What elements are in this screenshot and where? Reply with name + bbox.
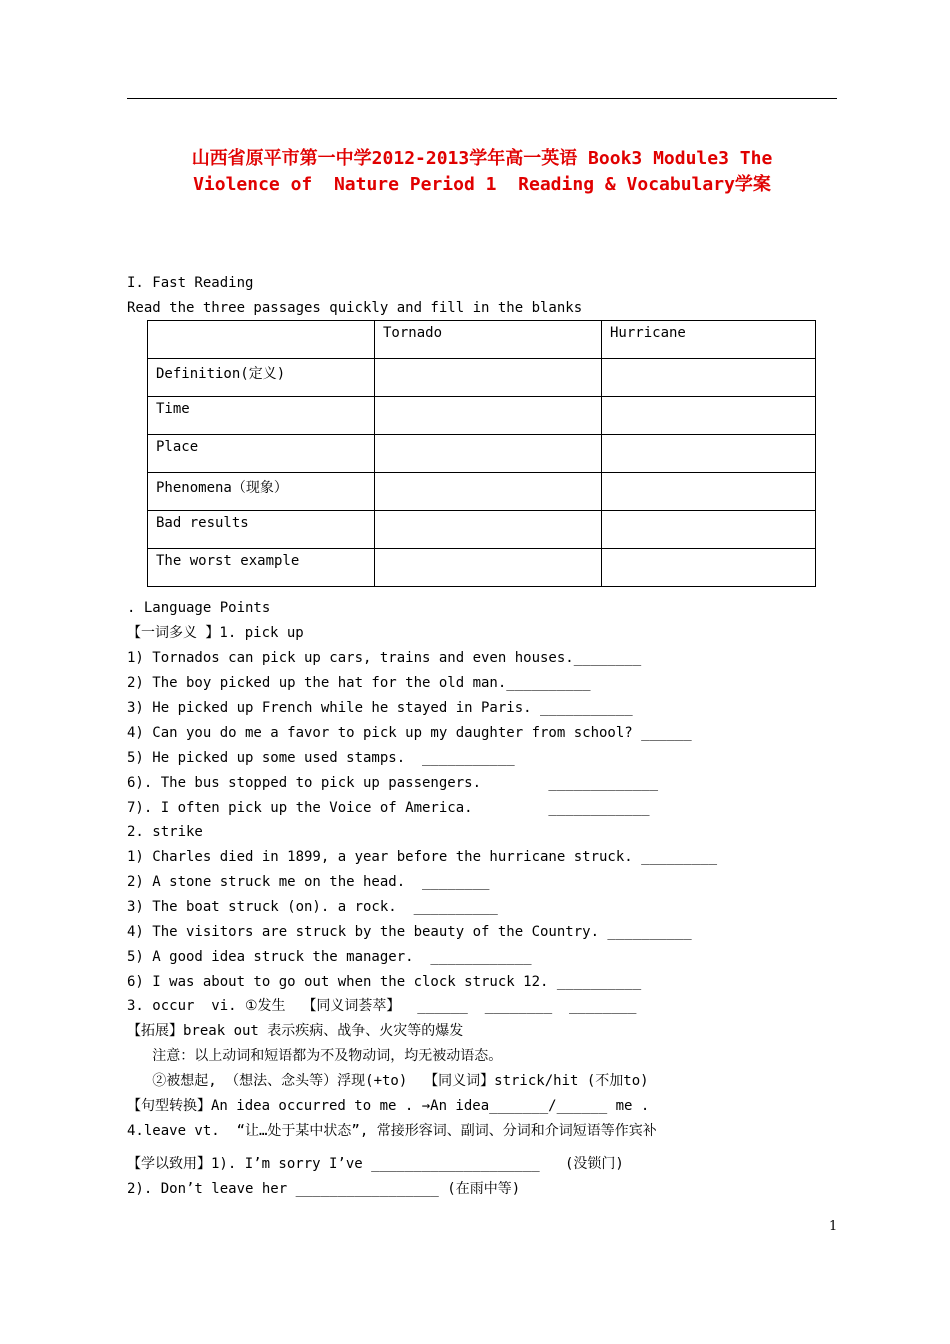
text-line: 7). I often pick up the Voice of America. ____________ (127, 800, 650, 816)
text-line: 2. strike (127, 824, 203, 840)
fast-reading-table (147, 320, 816, 587)
top-rule (127, 98, 837, 99)
text-line: 【拓展】break out 表示疾病、战争、火灾等的爆发 (127, 1023, 464, 1039)
text-line: 3) He picked up French while he stayed in Paris. ___________ (127, 700, 633, 716)
blank-cell[interactable] (602, 549, 816, 587)
blank-cell[interactable] (375, 359, 602, 397)
text-line: 【学以致用】1). I’m sorry I’ve ____________________ (没锁门) (127, 1156, 624, 1172)
text-line: 1) Charles died in 1899, a year before the hurricane struck. _________ (127, 849, 718, 865)
table-row (148, 473, 816, 511)
text-line: 1) Tornados can pick up cars, trains and even houses.________ (127, 650, 642, 666)
document-title (127, 146, 837, 198)
text-line: . Language Points (127, 600, 271, 616)
section-heading: I. Fast Reading (127, 275, 254, 291)
text-line: 3) The boat struck (on). a rock. __________ (127, 899, 498, 915)
blank-cell[interactable] (375, 473, 602, 511)
table-row (148, 397, 816, 435)
page-number: 1 (829, 1219, 838, 1234)
text-line: 5) A good idea struck the manager. ____________ (127, 949, 532, 965)
blank-cell[interactable] (602, 397, 816, 435)
text-line: 5) He picked up some used stamps. ___________ (127, 750, 515, 766)
text-line: 【句型转换】An idea occurred to me . →An idea_______/______ me . (127, 1098, 650, 1114)
row-label: Place (148, 435, 375, 473)
text-line: 3. occur vi. ①发生 【同义词荟萃】 ______ ________ ________ (127, 998, 637, 1014)
blank-cell[interactable] (375, 511, 602, 549)
table-row (148, 511, 816, 549)
title-line-2: Violence of Nature Period 1 Reading & Vocabulary学案 (193, 174, 771, 195)
blank-cell[interactable] (602, 511, 816, 549)
row-label: Bad results (148, 511, 375, 549)
text-line: 4.leave vt. “让…处于某中状态”, 常接形容词、副词、分词和介词短语等作宾补 (127, 1123, 657, 1139)
table-header-row (148, 321, 816, 359)
text-line: 2) A stone struck me on the head. ________ (127, 874, 490, 890)
blank-cell[interactable] (602, 473, 816, 511)
table-header-cell: Tornado (375, 321, 602, 359)
row-label: Phenomena（现象） (148, 473, 375, 511)
text-line: 6) I was about to go out when the clock struck 12. __________ (127, 974, 642, 990)
text-line: 6). The bus stopped to pick up passengers. _____________ (127, 775, 659, 791)
text-line: 2) The boy picked up the hat for the old man.__________ (127, 675, 591, 691)
section-instruction: Read the three passages quickly and fill in the blanks (127, 300, 583, 316)
text-line: ②被想起, （想法、念头等）浮现(+to) 【同义词】strick/hit (不加to) (127, 1073, 649, 1089)
title-line-1: 山西省原平市第一中学2012-2013学年高一英语 Book3 Module3 The (191, 148, 773, 169)
blank-cell[interactable] (602, 435, 816, 473)
row-label: Time (148, 397, 375, 435)
text-line: 4) Can you do me a favor to pick up my daughter from school? ______ (127, 725, 692, 741)
text-line: 4) The visitors are struck by the beauty of the Country. __________ (127, 924, 692, 940)
blank-cell[interactable] (602, 359, 816, 397)
blank-cell[interactable] (375, 435, 602, 473)
row-label: The worst example (148, 549, 375, 587)
table-header-cell (148, 321, 375, 359)
table-row (148, 435, 816, 473)
text-line: 【一词多义 】1. pick up (127, 625, 304, 641)
blank-cell[interactable] (375, 397, 602, 435)
table-row (148, 359, 816, 397)
table-header-cell: Hurricane (602, 321, 816, 359)
blank-cell[interactable] (375, 549, 602, 587)
text-line: 注意：以上动词和短语都为不及物动词，均无被动语态。 (127, 1048, 503, 1064)
text-line: 2). Don’t leave her _________________ (在雨中等) (127, 1181, 521, 1197)
table-row (148, 549, 816, 587)
row-label: Definition(定义) (148, 359, 375, 397)
